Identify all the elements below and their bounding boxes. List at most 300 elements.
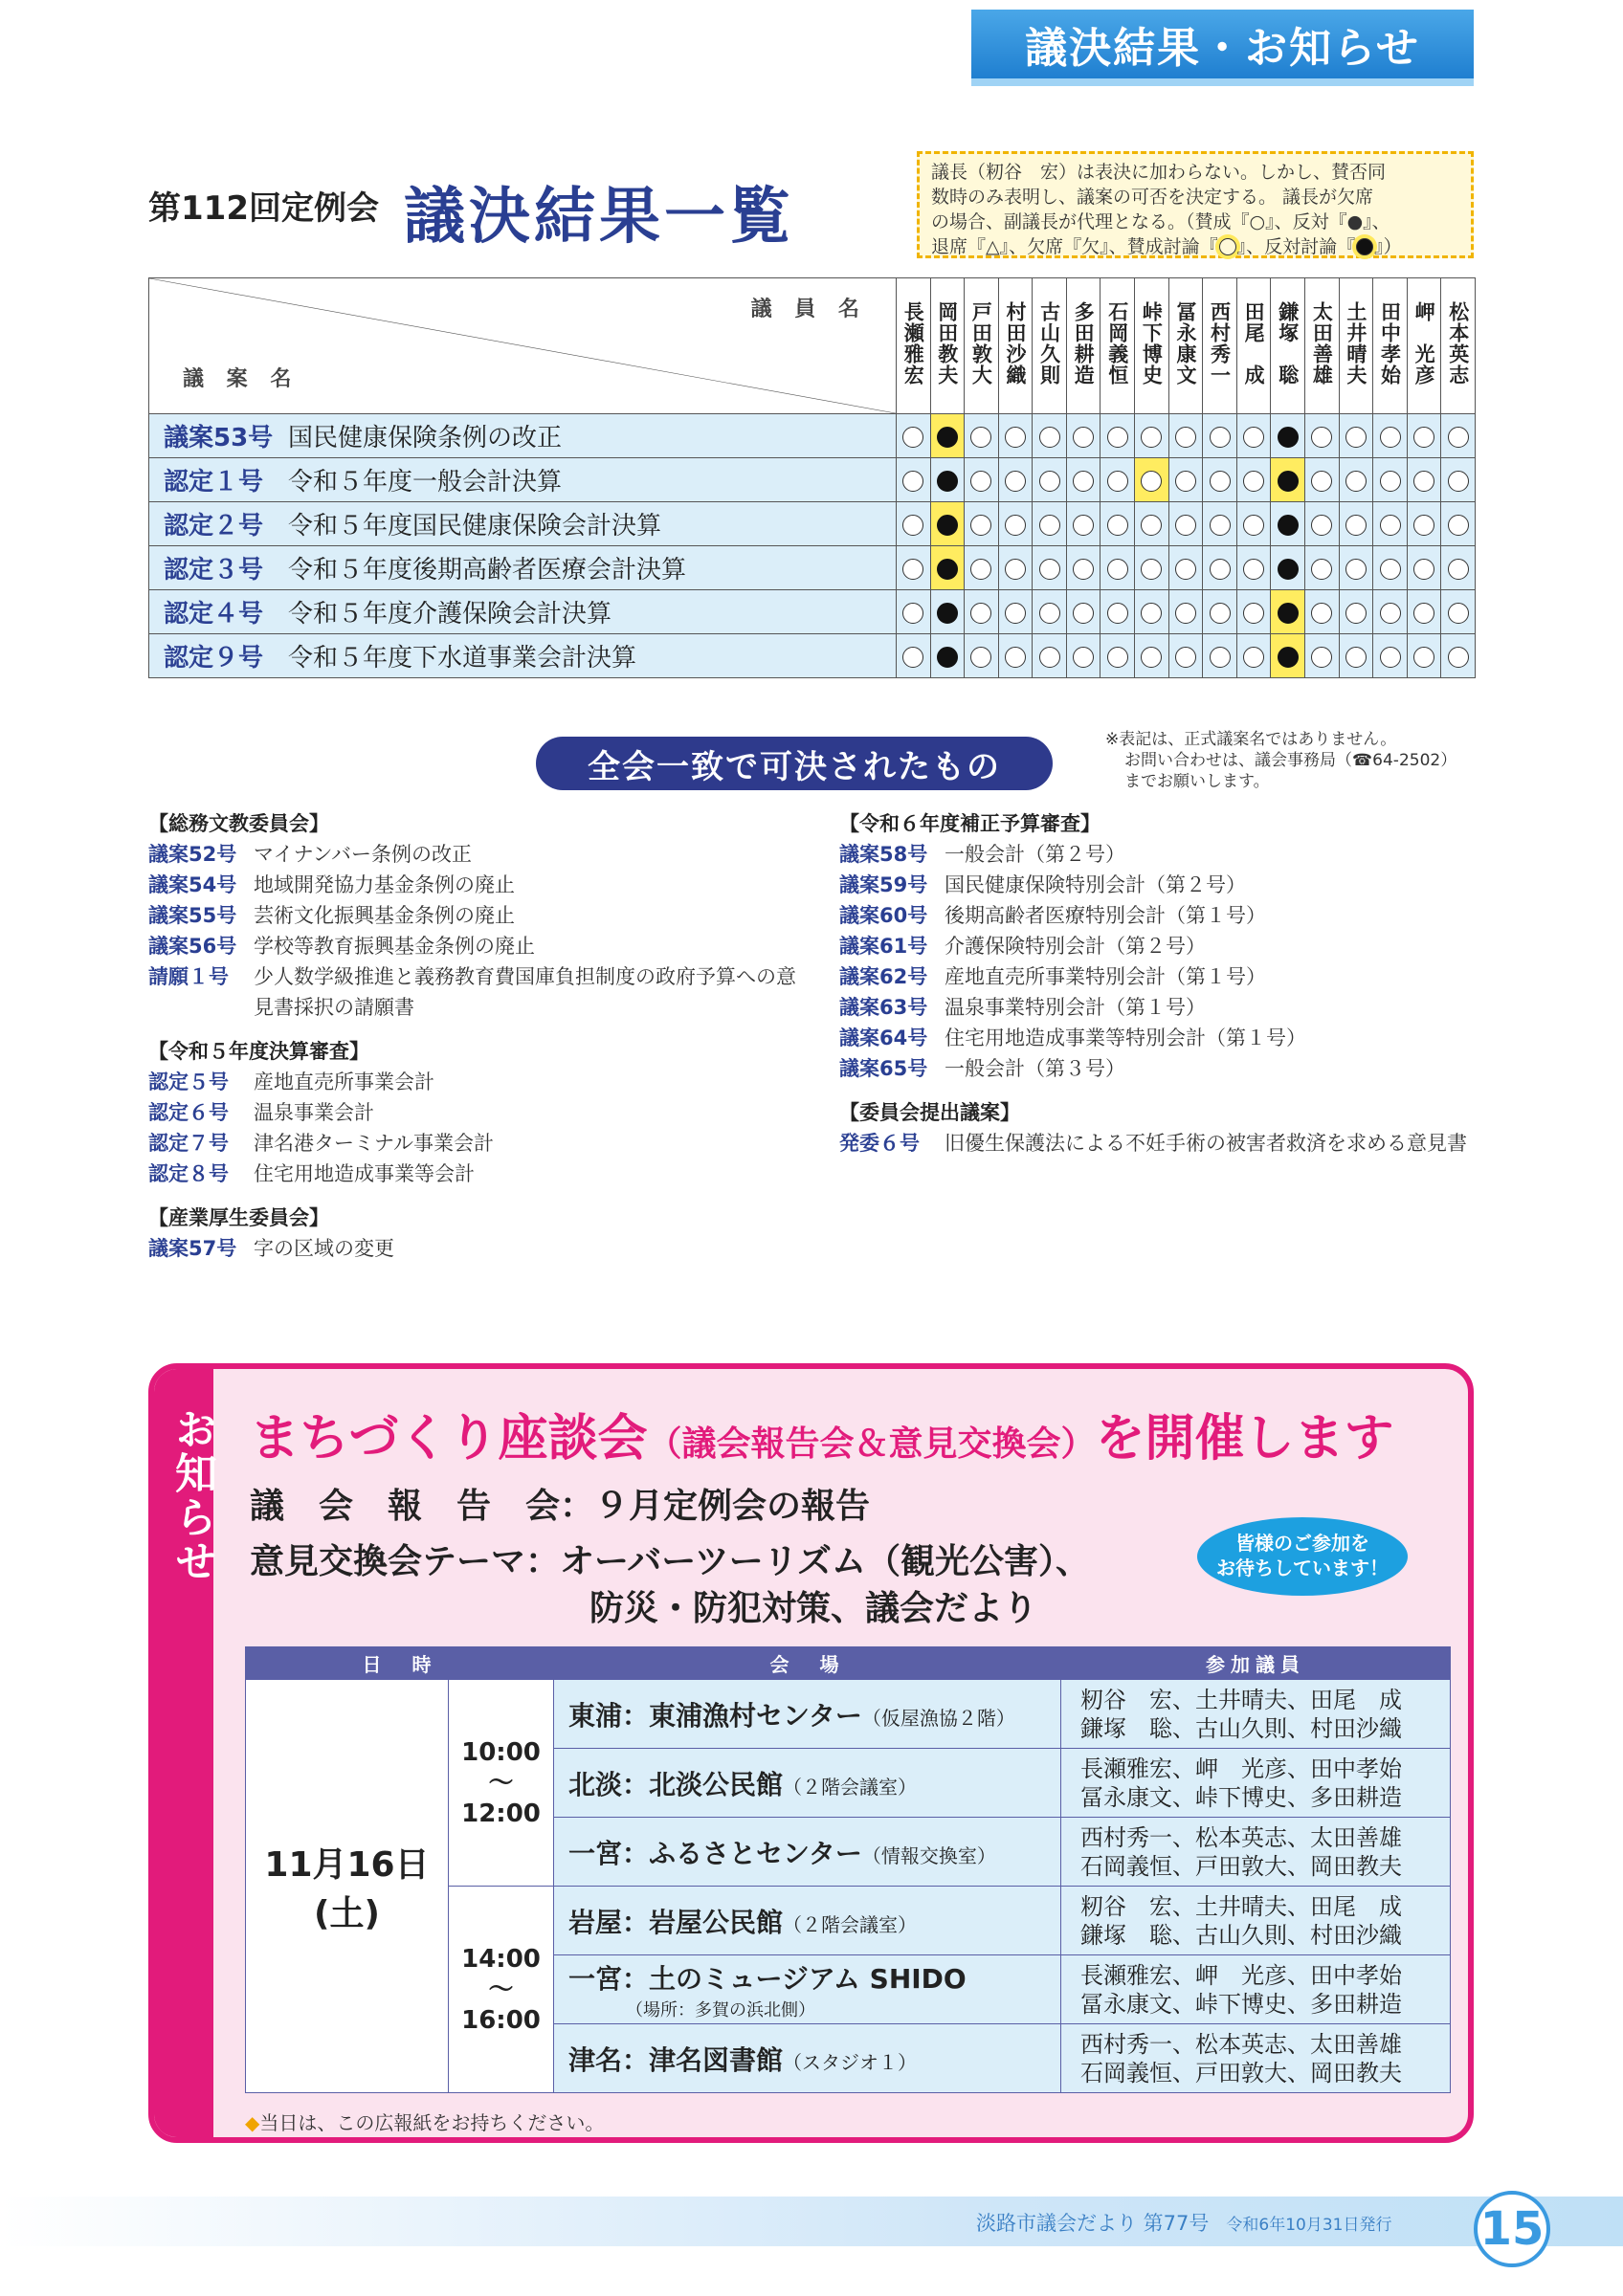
vote-cell xyxy=(930,590,965,634)
vote-for-mark xyxy=(1107,603,1128,624)
vote-row xyxy=(149,546,1476,590)
vote-for-mark xyxy=(1345,427,1367,448)
vote-for-mark xyxy=(1141,603,1162,624)
vote-against-mark xyxy=(1278,603,1299,624)
vote-for-mark xyxy=(1141,559,1162,580)
vote-for-mark xyxy=(1073,427,1094,448)
vote-cell xyxy=(1271,546,1305,590)
vote-cell xyxy=(1033,590,1067,634)
notice-footnote: ◆当日は、この広報紙をお持ちください。 xyxy=(245,2111,605,2134)
vote-cell xyxy=(1339,502,1373,546)
member-column-header: 長瀬雅宏 xyxy=(896,278,930,414)
vote-cell xyxy=(965,502,999,546)
list-item: 認定６号 温泉事業会計 xyxy=(148,1101,374,1124)
vote-for-mark xyxy=(970,603,991,624)
vote-cell xyxy=(1203,546,1237,590)
vote-cell xyxy=(1203,590,1237,634)
time-slot: 14:00 〜 16:00 xyxy=(449,1887,554,2093)
vote-for-mark xyxy=(1210,559,1231,580)
vote-cell xyxy=(1441,458,1476,502)
vote-cell xyxy=(1271,502,1305,546)
vote-cell xyxy=(1066,458,1101,502)
vote-cell xyxy=(1305,414,1340,458)
voting-legend-note xyxy=(917,151,1474,258)
note-line: 退席『△』、欠席『欠』、賛成討論『 』、反対討論『 』） xyxy=(931,236,1402,257)
vote-cell xyxy=(998,458,1033,502)
notice-theme-line: 意見交換会テーマ：オーバーツーリズム（観光公害）、 xyxy=(250,1542,1091,1581)
vote-for-mark xyxy=(1107,515,1128,536)
bill-name-cell: 認定９号 令和５年度下水道事業会計決算 xyxy=(149,634,897,678)
vote-for-mark xyxy=(1243,427,1264,448)
vote-for-mark xyxy=(1073,647,1094,668)
vote-cell xyxy=(1339,634,1373,678)
vote-cell xyxy=(1236,458,1271,502)
vote-cell xyxy=(1236,502,1271,546)
right-bill-list xyxy=(839,808,1490,1159)
vote-for-mark xyxy=(1311,603,1332,624)
vote-against-mark xyxy=(1278,427,1299,448)
vote-cell xyxy=(1441,634,1476,678)
list-item: 認定７号 津名港ターミナル事業会計 xyxy=(148,1132,494,1155)
vote-for-mark xyxy=(1448,603,1469,624)
vote-row xyxy=(149,634,1476,678)
list-item: 議案61号 介護保険特別会計（第２号） xyxy=(839,935,1206,958)
vote-cell xyxy=(1373,546,1408,590)
vote-for-mark xyxy=(1243,603,1264,624)
vote-for-mark xyxy=(1175,471,1196,492)
vote-against-mark xyxy=(937,603,958,624)
member-column-header: 戸田敦大 xyxy=(965,278,999,414)
vote-cell xyxy=(1101,590,1135,634)
vote-cell xyxy=(896,546,930,590)
note-line: の場合、副議長が代理となる。（賛成『○』、反対『●』、 xyxy=(931,211,1390,232)
vote-for-mark xyxy=(1345,515,1367,536)
vote-for-mark xyxy=(1107,559,1128,580)
vote-cell xyxy=(1101,414,1135,458)
vote-for-mark xyxy=(1345,647,1367,668)
list-item: 議案64号 住宅用地造成事業等特別会計（第１号） xyxy=(839,1027,1306,1049)
vote-cell xyxy=(1203,502,1237,546)
vote-for-mark xyxy=(1380,559,1401,580)
vote-cell xyxy=(965,414,999,458)
vote-for-mark xyxy=(1345,559,1367,580)
vote-for-mark xyxy=(1413,603,1434,624)
inquiry-note xyxy=(1105,729,1456,792)
vote-for-mark xyxy=(1175,515,1196,536)
vote-cell xyxy=(1203,458,1237,502)
notice-theme-line-2: 防災・防犯対策、議会だより xyxy=(589,1589,1038,1628)
vote-for-mark xyxy=(1175,603,1196,624)
vote-for-mark xyxy=(1210,515,1231,536)
vote-for-mark xyxy=(1073,603,1094,624)
list-item: 議案60号 後期高齢者医療特別会計（第１号） xyxy=(839,904,1266,927)
vote-cell xyxy=(1339,546,1373,590)
support-speech-icon xyxy=(1219,238,1236,255)
note-line: ※表記は、正式議案名ではありません。 xyxy=(1105,730,1397,749)
member-column-header: 田中孝始 xyxy=(1373,278,1408,414)
notice-title: まちづくり座談会（議会報告会＆意見交換会）を開催します xyxy=(250,1410,1394,1468)
vote-for-mark xyxy=(1311,559,1332,580)
vote-against-mark xyxy=(1278,647,1299,668)
vote-for-mark xyxy=(1141,471,1162,492)
vote-cell xyxy=(965,546,999,590)
venue-cell: 東浦：東浦漁村センター（仮屋漁協２階） xyxy=(554,1680,1061,1749)
vote-for-mark xyxy=(902,559,923,580)
section-heading: 【産業厚生委員会】 xyxy=(148,1206,329,1229)
venue-cell: 津名：津名図書館（スタジオ１） xyxy=(554,2024,1061,2093)
vote-cell xyxy=(1168,590,1203,634)
vote-cell xyxy=(965,590,999,634)
col-members: 参加議員 xyxy=(1061,1647,1451,1680)
vote-for-mark xyxy=(1107,471,1128,492)
vote-for-mark xyxy=(1448,471,1469,492)
vote-cell xyxy=(930,414,965,458)
notice-side-tab xyxy=(154,1369,216,2137)
notice-panel xyxy=(148,1363,1474,2143)
venue-cell: 一宮：ふるさとセンター（情報交換室） xyxy=(554,1818,1061,1887)
vote-against-mark xyxy=(1278,515,1299,536)
vote-cell xyxy=(1407,458,1441,502)
member-column-header: 村田沙織 xyxy=(998,278,1033,414)
vote-cell xyxy=(1407,502,1441,546)
vote-cell xyxy=(1135,546,1169,590)
note-line: 数時のみ表明し、議案の可否を決定する。 議長が欠席 xyxy=(931,187,1374,208)
member-column-header: 岬 光彦 xyxy=(1407,278,1441,414)
members-cell: 籾谷 宏、土井晴夫、田尾 成 鎌塚 聡、古山久則、村田沙織 xyxy=(1061,1887,1451,1955)
vote-for-mark xyxy=(1039,471,1060,492)
vote-for-mark xyxy=(902,603,923,624)
vote-for-mark xyxy=(1073,515,1094,536)
vote-against-mark xyxy=(937,559,958,580)
vote-for-mark xyxy=(1243,647,1264,668)
vote-for-mark xyxy=(1210,427,1231,448)
vote-for-mark xyxy=(1141,647,1162,668)
vote-cell xyxy=(896,634,930,678)
vote-for-mark xyxy=(970,559,991,580)
vote-against-mark xyxy=(937,647,958,668)
vote-cell xyxy=(1135,590,1169,634)
vote-for-mark xyxy=(1005,515,1026,536)
vote-cell xyxy=(930,458,965,502)
members-cell: 長瀬雅宏、岬 光彦、田中孝始 冨永康文、峠下博史、多田耕造 xyxy=(1061,1749,1451,1818)
vote-for-mark xyxy=(1311,471,1332,492)
vote-cell xyxy=(896,502,930,546)
vote-for-mark xyxy=(1413,647,1434,668)
vote-for-mark xyxy=(1413,471,1434,492)
vote-results-table xyxy=(148,277,1476,678)
note-line: お問い合わせは、議会事務局（☎64-2502） xyxy=(1124,751,1457,770)
member-column-header: 冨永康文 xyxy=(1168,278,1203,414)
vote-for-mark xyxy=(1175,559,1196,580)
vote-for-mark xyxy=(902,427,923,448)
vote-for-mark xyxy=(1039,647,1060,668)
vote-cell xyxy=(1373,590,1408,634)
bills-label: 議 案 名 xyxy=(183,367,300,391)
vote-cell xyxy=(1236,634,1271,678)
vote-cell xyxy=(896,458,930,502)
vote-cell xyxy=(1168,546,1203,590)
bill-name-cell: 認定４号 令和５年度介護保険会計決算 xyxy=(149,590,897,634)
vote-for-mark xyxy=(1380,471,1401,492)
vote-row xyxy=(149,414,1476,458)
vote-for-mark xyxy=(1039,515,1060,536)
vote-cell xyxy=(1271,414,1305,458)
event-date: 11月16日(土) xyxy=(246,1680,449,2093)
vote-cell xyxy=(1441,546,1476,590)
vote-for-mark xyxy=(1141,515,1162,536)
vote-for-mark xyxy=(902,515,923,536)
section-tab: 議決結果・お知らせ xyxy=(971,10,1474,78)
vote-cell xyxy=(1168,502,1203,546)
bill-name-cell: 認定１号 令和５年度一般会計決算 xyxy=(149,458,897,502)
vote-cell xyxy=(1236,414,1271,458)
vote-cell xyxy=(1033,458,1067,502)
left-bill-list xyxy=(148,808,799,1264)
vote-cell xyxy=(1066,414,1101,458)
vote-for-mark xyxy=(1210,603,1231,624)
vote-for-mark xyxy=(902,647,923,668)
members-cell: 籾谷 宏、土井晴夫、田尾 成 鎌塚 聡、古山久則、村田沙織 xyxy=(1061,1680,1451,1749)
vote-cell xyxy=(1271,590,1305,634)
section-tab-underline xyxy=(971,78,1474,86)
vote-cell xyxy=(1441,414,1476,458)
vote-for-mark xyxy=(1175,647,1196,668)
schedule-table xyxy=(245,1646,1451,2093)
venue-cell: 岩屋：岩屋公民館（２階会議室） xyxy=(554,1887,1061,1955)
vote-cell xyxy=(1168,458,1203,502)
list-item: 議案56号 学校等教育振興基金条例の廃止 xyxy=(148,935,535,958)
notice-side-label: お知らせ xyxy=(167,1407,216,1583)
vote-cell xyxy=(998,414,1033,458)
vote-cell xyxy=(1203,414,1237,458)
members-cell: 西村秀一、松本英志、太田善雄 石岡義恒、戸田敦大、岡田教夫 xyxy=(1061,2024,1451,2093)
vote-cell xyxy=(965,634,999,678)
vote-row xyxy=(149,458,1476,502)
list-item: 議案54号 地域開発協力基金条例の廃止 xyxy=(148,873,515,896)
list-item: 議案57号 字の区域の変更 xyxy=(148,1237,394,1260)
vote-cell xyxy=(1033,546,1067,590)
vote-cell xyxy=(1407,590,1441,634)
list-item: 請願１号 少人数学級推進と義務教育費国庫負担制度の政府予算への意見書採択の請願書 xyxy=(148,965,796,1019)
vote-cell xyxy=(1305,502,1340,546)
list-item: 議案65号 一般会計（第３号） xyxy=(839,1057,1125,1080)
vote-for-mark xyxy=(1107,647,1128,668)
members-label: 議 員 名 xyxy=(750,298,867,321)
member-column-header: 多田耕造 xyxy=(1066,278,1101,414)
vote-cell xyxy=(1101,546,1135,590)
member-column-header: 松本英志 xyxy=(1441,278,1476,414)
venue-cell: 一宮：土のミュージアム SHIDO （場所：多賀の浜北側） xyxy=(554,1955,1061,2024)
vote-cell xyxy=(1305,590,1340,634)
vote-cell xyxy=(1135,458,1169,502)
note-line: までお願いします。 xyxy=(1124,772,1270,791)
member-column-header: 西村秀一 xyxy=(1203,278,1237,414)
vote-cell xyxy=(1101,634,1135,678)
vote-cell xyxy=(930,634,965,678)
vote-for-mark xyxy=(970,647,991,668)
vote-for-mark xyxy=(1243,515,1264,536)
vote-cell xyxy=(1236,546,1271,590)
vote-cell xyxy=(998,590,1033,634)
vote-cell xyxy=(1236,590,1271,634)
vote-cell xyxy=(1407,634,1441,678)
vote-cell xyxy=(1441,590,1476,634)
vote-for-mark xyxy=(1107,427,1128,448)
vote-for-mark xyxy=(1005,427,1026,448)
vote-against-mark xyxy=(937,515,958,536)
vote-row xyxy=(149,502,1476,546)
vote-cell xyxy=(1271,634,1305,678)
diamond-icon: ◆ xyxy=(245,2111,260,2134)
member-column-header: 古山久則 xyxy=(1033,278,1067,414)
vote-for-mark xyxy=(1380,427,1401,448)
vote-cell xyxy=(1033,414,1067,458)
vote-for-mark xyxy=(1448,559,1469,580)
vote-for-mark xyxy=(1380,647,1401,668)
list-item: 議案63号 温泉事業特別会計（第１号） xyxy=(839,996,1206,1019)
bill-name-cell: 認定２号 令和５年度国民健康保険会計決算 xyxy=(149,502,897,546)
vote-cell xyxy=(1101,502,1135,546)
vote-cell xyxy=(1407,414,1441,458)
list-item: 認定５号 産地直売所事業会計 xyxy=(148,1071,434,1093)
vote-cell xyxy=(896,590,930,634)
vote-for-mark xyxy=(1210,647,1231,668)
vote-cell xyxy=(1373,634,1408,678)
vote-cell xyxy=(1373,458,1408,502)
member-column-header: 峠下博史 xyxy=(1135,278,1169,414)
vote-cell xyxy=(1339,414,1373,458)
vote-cell xyxy=(1066,590,1101,634)
vote-cell xyxy=(1101,458,1135,502)
vote-row xyxy=(149,590,1476,634)
vote-for-mark xyxy=(902,471,923,492)
note-line: 議長（籾谷 宏）は表決に加わらない。しかし、賛否同 xyxy=(931,162,1387,183)
vote-for-mark xyxy=(1345,603,1367,624)
members-cell: 長瀬雅宏、岬 光彦、田中孝始 冨永康文、峠下博史、多田耕造 xyxy=(1061,1955,1451,2024)
vote-cell xyxy=(1066,634,1101,678)
vote-cell xyxy=(1407,546,1441,590)
vote-for-mark xyxy=(1413,427,1434,448)
vote-for-mark xyxy=(970,427,991,448)
vote-for-mark xyxy=(1448,427,1469,448)
vote-for-mark xyxy=(1005,471,1026,492)
vote-cell xyxy=(998,634,1033,678)
session-label: 第112回定例会 xyxy=(148,189,379,228)
vote-for-mark xyxy=(1005,559,1026,580)
vote-for-mark xyxy=(1073,471,1094,492)
vote-cell xyxy=(1033,634,1067,678)
oppose-speech-icon xyxy=(1356,238,1373,255)
vote-for-mark xyxy=(970,515,991,536)
vote-for-mark xyxy=(1039,559,1060,580)
vote-for-mark xyxy=(1141,427,1162,448)
vote-for-mark xyxy=(1311,515,1332,536)
vote-cell xyxy=(1271,458,1305,502)
vote-for-mark xyxy=(1448,647,1469,668)
vote-for-mark xyxy=(1380,515,1401,536)
schedule-row xyxy=(246,1680,1451,1749)
vote-against-mark xyxy=(937,427,958,448)
vote-cell xyxy=(965,458,999,502)
vote-cell xyxy=(930,546,965,590)
vote-for-mark xyxy=(1380,603,1401,624)
member-column-header: 鎌塚 聡 xyxy=(1271,278,1305,414)
vote-for-mark xyxy=(1311,427,1332,448)
bill-name-cell: 議案53号 国民健康保険条例の改正 xyxy=(149,414,897,458)
member-column-header: 石岡義恒 xyxy=(1101,278,1135,414)
notice-report-line: 議 会 報 告 会：９月定例会の報告 xyxy=(250,1487,871,1526)
welcome-bubble: 皆様のご参加を お待ちしています！ xyxy=(1197,1517,1408,1596)
list-item: 議案62号 産地直売所事業特別会計（第１号） xyxy=(839,965,1266,988)
vote-for-mark xyxy=(970,471,991,492)
vote-for-mark xyxy=(1039,603,1060,624)
vote-cell xyxy=(1203,634,1237,678)
vote-cell xyxy=(1305,458,1340,502)
vote-cell xyxy=(1168,414,1203,458)
vote-for-mark xyxy=(1210,471,1231,492)
vote-against-mark xyxy=(1278,471,1299,492)
vote-for-mark xyxy=(1243,559,1264,580)
unanimous-banner: 全会一致で可決されたもの xyxy=(536,737,1053,790)
list-item: 議案52号 マイナンバー条例の改正 xyxy=(148,843,473,866)
vote-for-mark xyxy=(1448,515,1469,536)
vote-cell xyxy=(1135,502,1169,546)
member-column-header: 土井晴夫 xyxy=(1339,278,1373,414)
time-slot: 10:00 〜 12:00 xyxy=(449,1680,554,1887)
vote-cell xyxy=(1168,634,1203,678)
vote-cell xyxy=(1033,502,1067,546)
vote-for-mark xyxy=(1175,427,1196,448)
vote-cell xyxy=(1135,634,1169,678)
footer-publication: 淡路市議会だより 第77号 令和6年10月31日発行 xyxy=(976,2212,1392,2235)
vote-cell xyxy=(930,502,965,546)
page-number: 15 xyxy=(1474,2191,1550,2267)
vote-for-mark xyxy=(1039,427,1060,448)
vote-for-mark xyxy=(1243,471,1264,492)
vote-cell xyxy=(1339,458,1373,502)
vote-cell xyxy=(896,414,930,458)
list-item: 議案58号 一般会計（第２号） xyxy=(839,843,1125,866)
section-heading: 【委員会提出議案】 xyxy=(839,1101,1020,1124)
vote-cell xyxy=(998,502,1033,546)
vote-cell xyxy=(1066,502,1101,546)
vote-for-mark xyxy=(1073,559,1094,580)
list-item: 議案55号 芸術文化振興基金条例の廃止 xyxy=(148,904,515,927)
vote-cell xyxy=(1441,502,1476,546)
vote-cell xyxy=(1339,590,1373,634)
vote-against-mark xyxy=(937,471,958,492)
vote-for-mark xyxy=(1345,471,1367,492)
vote-against-mark xyxy=(1278,559,1299,580)
vote-cell xyxy=(1373,502,1408,546)
vote-cell xyxy=(1373,414,1408,458)
vote-cell xyxy=(1135,414,1169,458)
vote-for-mark xyxy=(1413,515,1434,536)
list-item: 認定８号 住宅用地造成事業等会計 xyxy=(148,1162,475,1185)
vote-cell xyxy=(1305,634,1340,678)
member-column-header: 岡田教夫 xyxy=(930,278,965,414)
section-heading: 【総務文教委員会】 xyxy=(148,812,329,835)
member-column-header: 太田善雄 xyxy=(1305,278,1340,414)
vote-for-mark xyxy=(1413,559,1434,580)
bill-name-cell: 認定３号 令和５年度後期高齢者医療会計決算 xyxy=(149,546,897,590)
col-venue: 会 場 xyxy=(554,1647,1061,1680)
member-column-header: 田尾 成 xyxy=(1236,278,1271,414)
list-item: 議案59号 国民健康保険特別会計（第２号） xyxy=(839,873,1246,896)
table-corner-header xyxy=(149,278,897,414)
section-heading: 【令和５年度決算審査】 xyxy=(148,1040,369,1063)
vote-for-mark xyxy=(1005,603,1026,624)
